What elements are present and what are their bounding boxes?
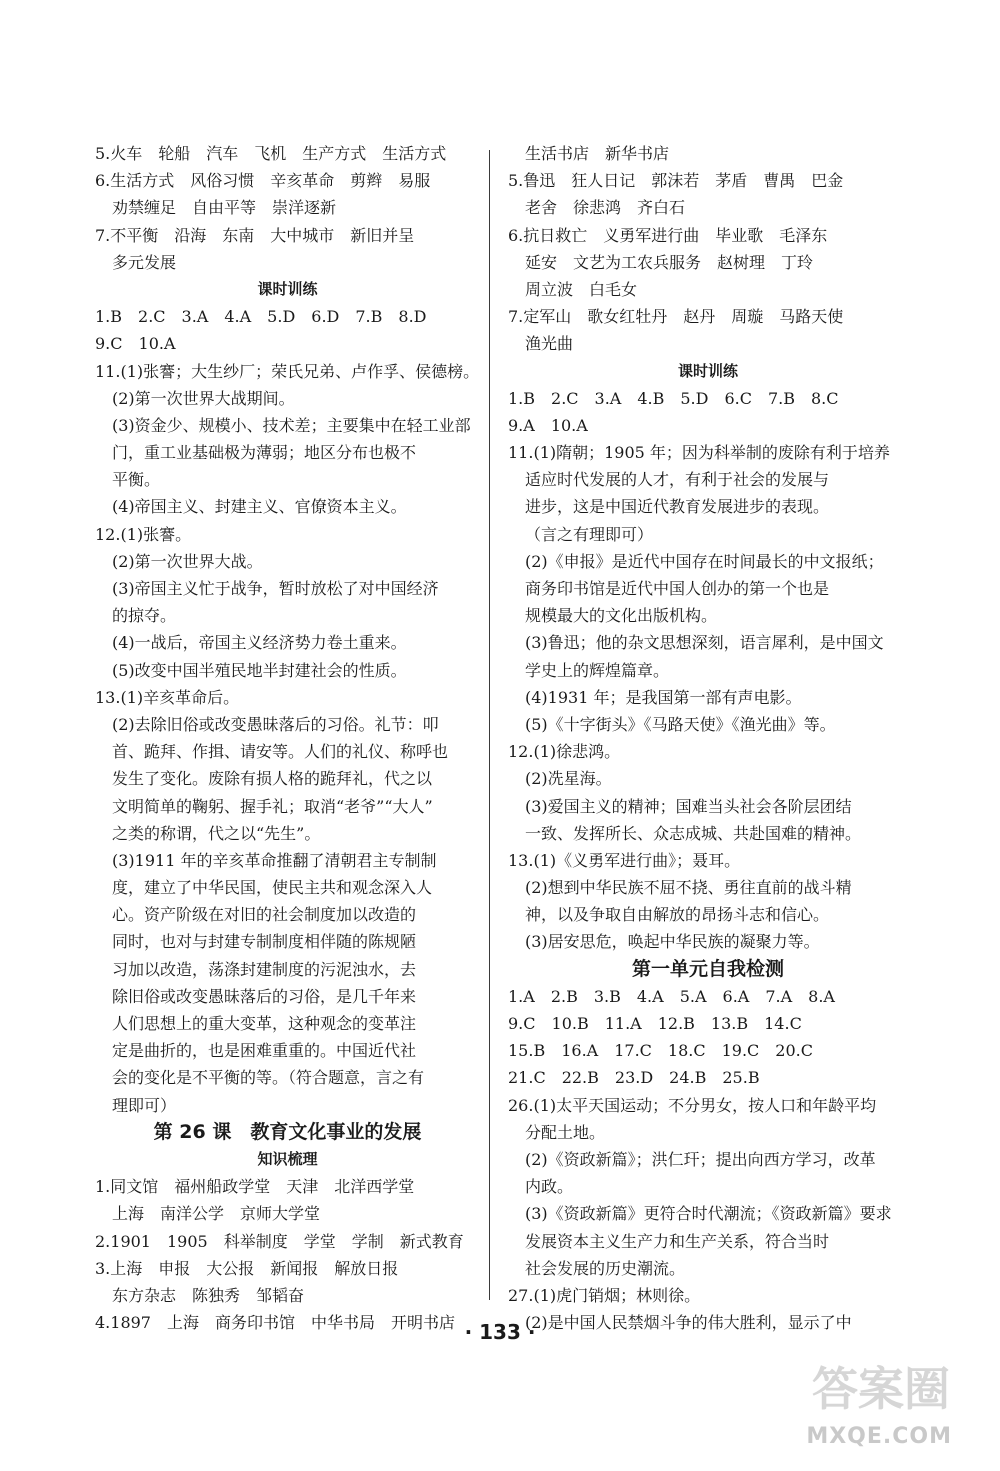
left-column-line: 心。资产阶级在对旧的社会制度加以改造的	[112, 905, 417, 925]
watermark-url: MXQE.COM	[806, 1424, 952, 1449]
left-column-line: (4)帝国主义、封建主义、官僚资本主义。	[112, 497, 407, 517]
left-column-line: (5)改变中国半殖民地半封建社会的性质。	[112, 660, 407, 680]
right-column-line: (5)《十字街头》《马路天使》《渔光曲》等。	[525, 714, 836, 734]
left-column-line: 3.上海 申报 大公报 新闻报 解放日报	[95, 1258, 399, 1278]
left-column-line: 11.(1)张謇；大生纱厂；荣氏兄弟、卢作孚、侯德榜。	[95, 361, 480, 381]
left-column-line: (3)资金少、规模小、技术差；主要集中在轻工业部	[112, 415, 471, 435]
right-column-line: 26.(1)太平天国运动；不分男女，按人口和年龄平均	[508, 1095, 877, 1115]
right-column-line: (3)《资政新篇》更符合时代潮流；《资政新篇》要求	[525, 1204, 892, 1224]
left-column-line: (4)一战后，帝国主义经济势力卷土重来。	[112, 633, 407, 653]
left-column-line: (2)第一次世界大战期间。	[112, 388, 295, 408]
left-column-line: 门，重工业基础极为薄弱；地区分布也极不	[112, 443, 417, 463]
left-column-line: 12.(1)张謇。	[95, 524, 192, 544]
right-column-line: 课时训练	[677, 361, 738, 380]
left-column-line: 6.生活方式 风俗习惯 辛亥革命 剪辫 易服	[95, 171, 431, 191]
right-column-line: 21.C 22.B 23.D 24.B 25.B	[508, 1068, 760, 1088]
right-column-line: 7.定军山 歌女红牡丹 赵丹 周璇 马路天使	[508, 307, 844, 327]
left-column-line: 人们思想上的重大变革，这种观念的变革注	[112, 1014, 417, 1033]
left-column-line: 1.同文馆 福州船政学堂 天津 北洋西学堂	[95, 1177, 415, 1197]
right-column-line: 周立波 白毛女	[525, 279, 638, 299]
right-column-line: 11.(1)隋朝；1905 年；因为科举制的废除有利于培养	[508, 443, 890, 463]
left-column-line: 定是曲折的，也是困难重重的。中国近代社	[112, 1041, 417, 1061]
left-column-line: 首、跪拜、作揖、请安等。人们的礼仪、称呼也	[112, 742, 449, 762]
right-column-line: (3)爱国主义的精神；国难当头社会各阶层团结	[525, 796, 852, 816]
left-column-line: 东方杂志 陈独秀 邹韬奋	[112, 1285, 305, 1305]
left-column-line: 1.B 2.C 3.A 4.A 5.D 6.D 7.B 8.D	[95, 307, 427, 327]
left-column-line: (3)1911 年的辛亥革命推翻了清朝君主专制制	[112, 850, 437, 870]
right-column-line: 社会发展的历史潮流。	[525, 1258, 686, 1278]
right-column-line: 商务印书馆是近代中国人创办的第一个也是	[525, 579, 830, 598]
right-column-line: 延安 文艺为工农兵服务 赵树理 丁玲	[525, 252, 814, 272]
right-column-line: 适应时代发展的人才，有利于社会的发展与	[525, 470, 830, 490]
left-column-line: 5.火车 轮船 汽车 飞机 生产方式 生活方式	[95, 144, 447, 163]
left-column-line: 发生了变化。废除有损人格的跪拜礼，代之以	[112, 769, 433, 789]
right-column-line: (2)想到中华民族不屈不挠、勇往直前的战斗精	[525, 878, 852, 898]
left-column-line: 平衡。	[112, 470, 161, 490]
column-divider	[489, 150, 490, 1300]
right-column-line: 27.(1)虎门销烟；林则徐。	[508, 1285, 701, 1305]
left-column	[95, 140, 480, 1336]
page-number: · 133 ·	[464, 1320, 536, 1344]
left-column-line: 13.(1)辛亥革命后。	[95, 687, 240, 707]
left-column-line: 除旧俗或改变愚昧落后的习俗，是几千年来	[112, 986, 417, 1006]
left-column-line: 多元发展	[112, 252, 177, 272]
left-column-line: 9.C 10.A	[95, 334, 176, 354]
right-column-line: 规模最大的文化出版机构。	[525, 606, 718, 626]
right-column-line: 进步，这是中国近代教育发展进步的表现。	[525, 497, 830, 517]
right-column-line: (3)鲁迅；他的杂文思想深刻，语言犀利，是中国文	[525, 633, 884, 653]
right-column-line: 老舍 徐悲鸿 齐白石	[525, 198, 686, 218]
right-column-line: (2)冼星海。	[525, 769, 612, 789]
left-column-line: 之类的称谓，代之以“先生”。	[112, 823, 321, 843]
right-column-line: 9.C 10.B 11.A 12.B 13.B 14.C	[508, 1014, 802, 1033]
right-column-line: 13.(1)《义勇军进行曲》；聂耳。	[508, 850, 741, 870]
left-column-line: 课时训练	[257, 279, 318, 298]
left-column-line: (2)去除旧俗或改变愚昧落后的习俗。礼节：叩	[112, 714, 439, 734]
right-column-line: 1.B 2.C 3.A 4.B 5.D 6.C 7.B 8.C	[508, 388, 839, 408]
left-column-line: 劝禁缠足 自由平等 崇洋逐新	[112, 198, 337, 218]
left-column-line: 习加以改造，荡涤封建制度的污泥浊水，去	[112, 959, 417, 979]
left-column-line: 的掠夺。	[112, 606, 177, 626]
left-column-line: 度，建立了中华民国，使民主共和观念深入人	[112, 878, 433, 898]
right-column-line: 6.抗日救亡 义勇军进行曲 毕业歌 毛泽东	[508, 225, 828, 245]
watermark-logo: 答案圈	[812, 1362, 950, 1416]
right-column-line: 内政。	[525, 1177, 574, 1197]
right-column	[508, 140, 908, 1336]
right-column-line: 9.A 10.A	[508, 415, 588, 435]
right-column-line: 一致、发挥所长、众志成城、共赴国难的精神。	[525, 823, 862, 843]
right-column-line: 神，以及争取自由解放的昂扬斗志和信心。	[525, 905, 830, 925]
left-column-line: 7.不平衡 沿海 东南 大中城市 新旧并呈	[95, 225, 415, 245]
left-column-line: (3)帝国主义忙于战争，暂时放松了对中国经济	[112, 579, 439, 598]
right-column-line: 12.(1)徐悲鸿。	[508, 742, 621, 762]
right-column-line: (4)1931 年；是我国第一部有声电影。	[525, 687, 802, 707]
right-column-line: 5.鲁迅 狂人日记 郭沫若 茅盾 曹禺 巴金	[508, 171, 844, 191]
left-column-line: (2)第一次世界大战。	[112, 551, 263, 571]
right-column-line: 分配土地。	[525, 1122, 606, 1142]
watermark	[805, 1351, 980, 1461]
right-column-line: (2)《申报》是近代中国存在时间最长的中文报纸；	[525, 551, 884, 571]
right-column-line: 第一单元自我检测	[631, 957, 784, 980]
right-column-line: （言之有理即可）	[525, 524, 654, 544]
right-column-line: 渔光曲	[525, 334, 574, 354]
right-column-line: 发展资本主义生产力和生产关系，符合当时	[525, 1231, 830, 1251]
right-column-line: (3)居安思危，唤起中华民族的凝聚力等。	[525, 932, 820, 952]
left-column-line: 第 26 课 教育文化事业的发展	[153, 1120, 422, 1143]
left-column-line: 2.1901 1905 科举制度 学堂 学制 新式教育	[95, 1231, 464, 1251]
left-column-line: 4.1897 上海 商务印书馆 中华书局 开明书店	[95, 1313, 455, 1333]
right-column-line: 15.B 16.A 17.C 18.C 19.C 20.C	[508, 1041, 813, 1061]
left-column-line: 理即可）	[112, 1095, 177, 1115]
right-column-line: (2)《资政新篇》；洪仁玕；提出向西方学习，改革	[525, 1149, 876, 1169]
left-column-line: 会的变化是不平衡的等。（符合题意，言之有	[112, 1068, 425, 1088]
right-column-line: 1.A 2.B 3.B 4.A 5.A 6.A 7.A 8.A	[508, 986, 835, 1006]
left-column-line: 文明简单的鞠躬、握手礼；取消“老爷”“大人”	[112, 796, 433, 816]
left-column-line: 知识梳理	[257, 1149, 318, 1168]
right-column-line: 生活书店 新华书店	[525, 144, 670, 163]
left-column-line: 同时，也对与封建专制制度相伴随的陈规陋	[112, 932, 417, 952]
right-column-line: (2)是中国人民禁烟斗争的伟大胜利，显示了中	[525, 1313, 852, 1333]
right-column-line: 学史上的辉煌篇章。	[525, 660, 670, 680]
left-column-line: 上海 南洋公学 京师大学堂	[112, 1204, 321, 1224]
